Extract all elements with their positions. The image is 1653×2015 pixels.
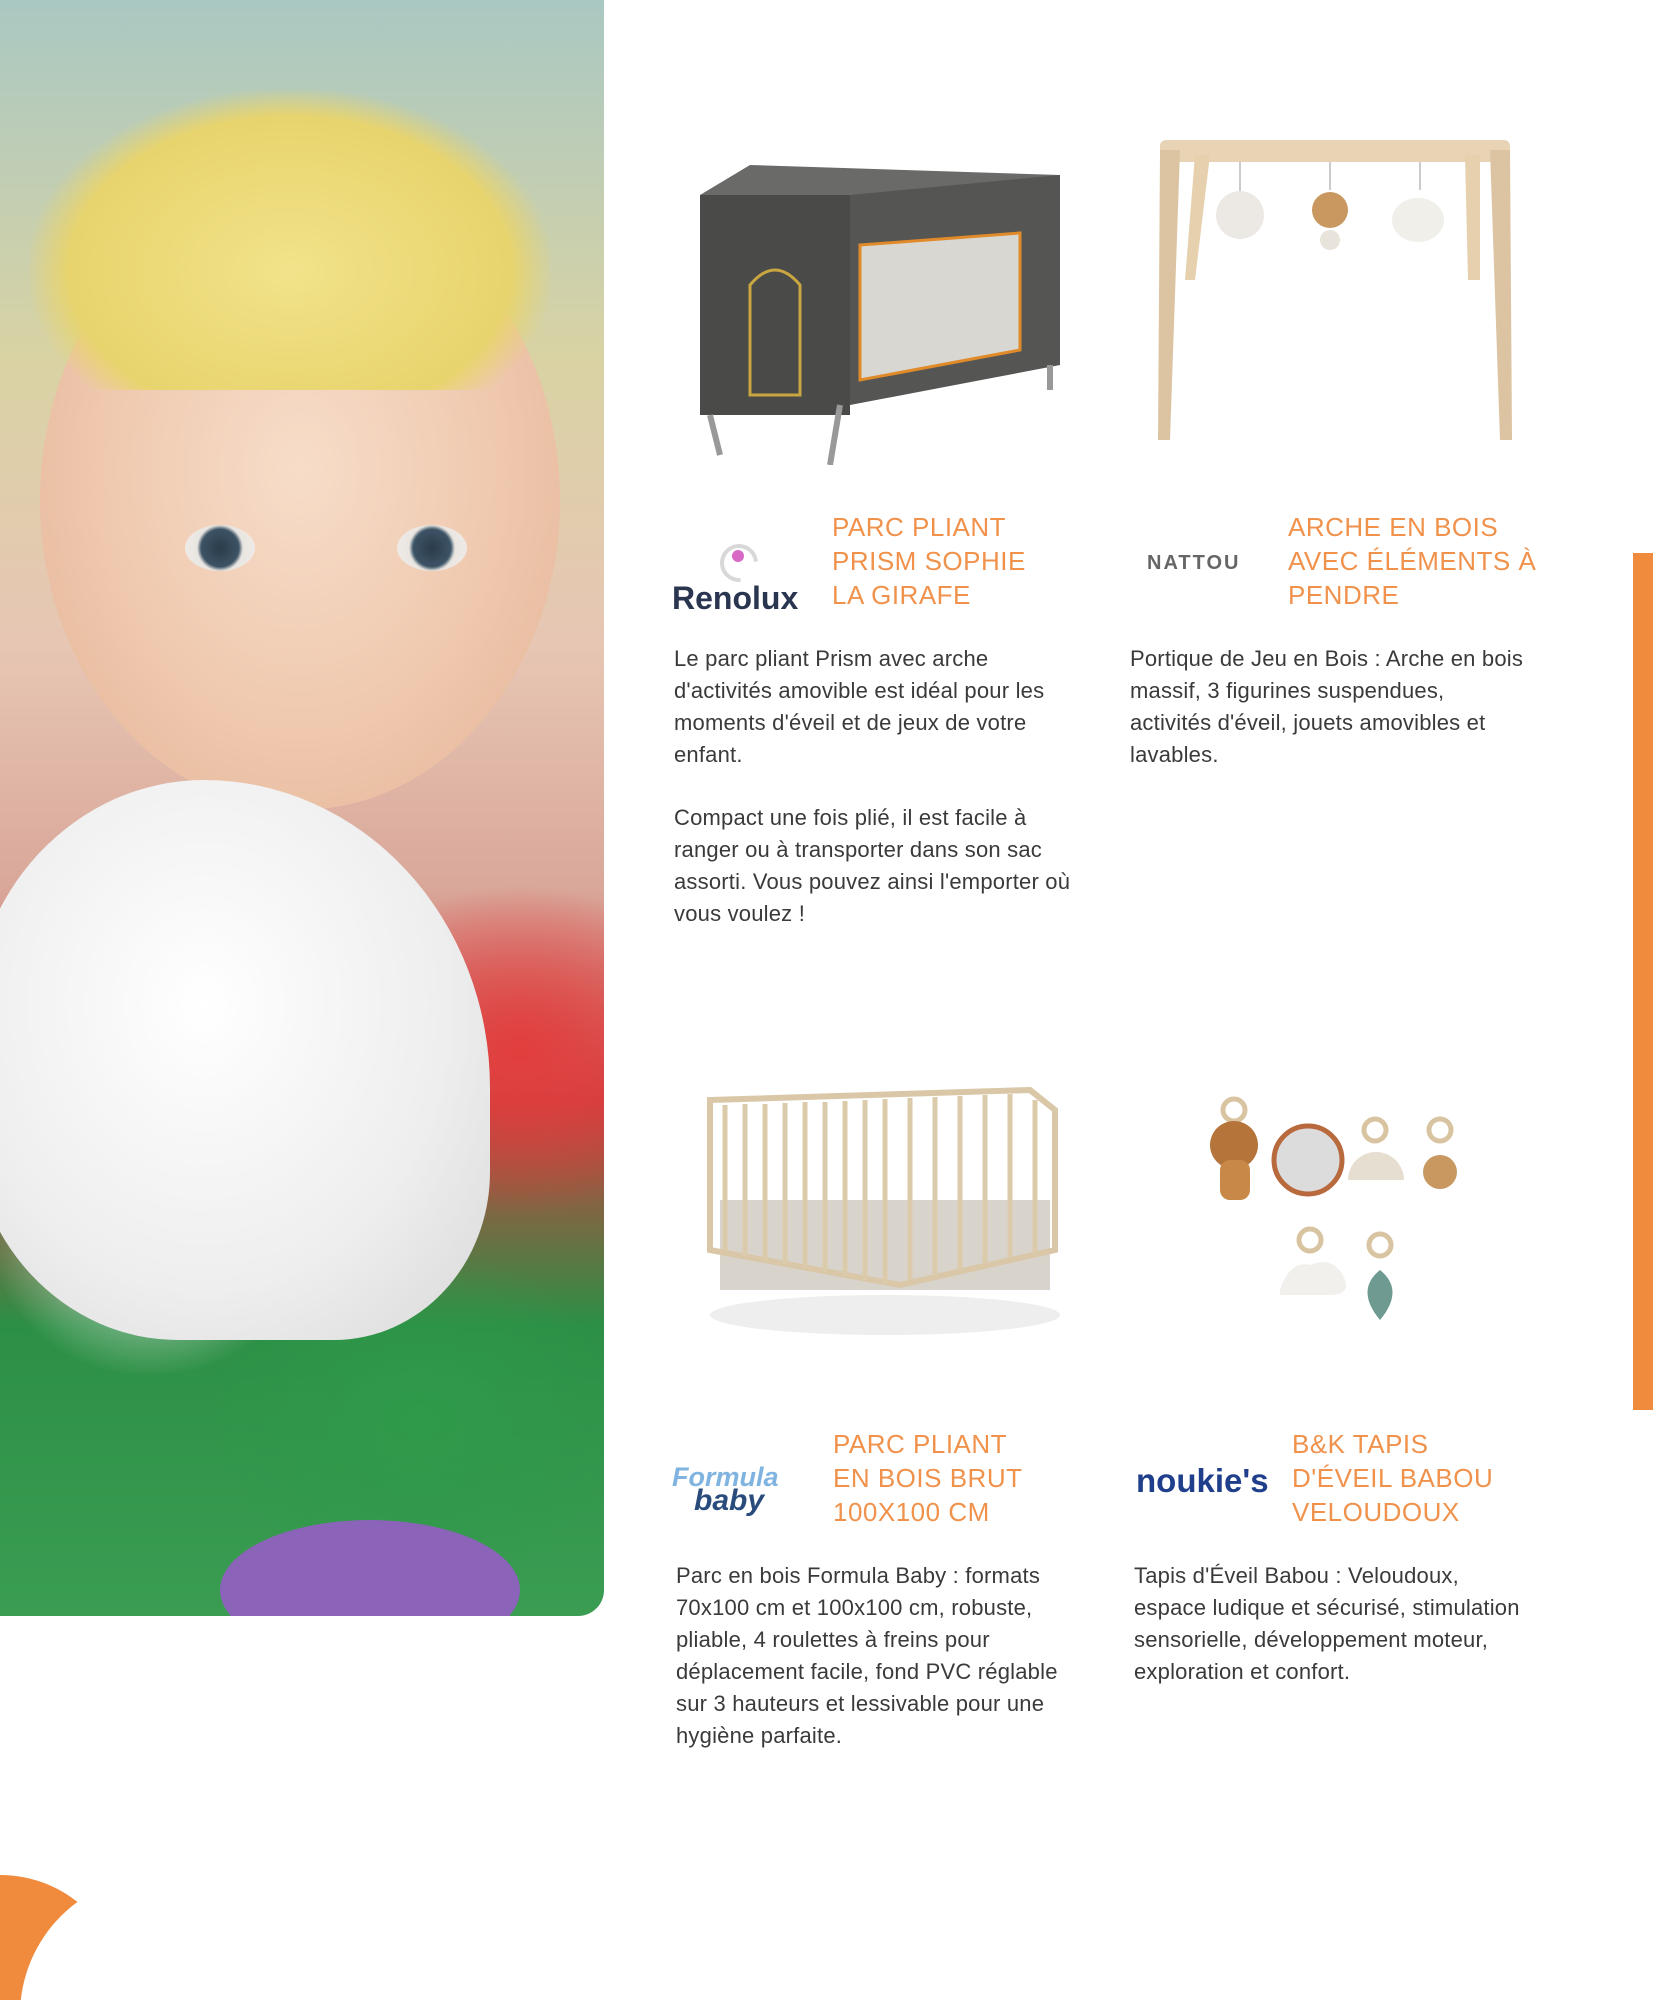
product-title: B&K TAPIS D'ÉVEIL BABOU VELOUDOUX [1292, 1429, 1494, 1527]
baby-eye-right [397, 525, 467, 571]
wooden-arch-image [1150, 130, 1520, 450]
play-mat-purple [220, 1520, 520, 1616]
product-title: PARC PLIANT EN BOIS BRUT 100X100 CM [833, 1429, 1023, 1527]
renolux-logo [672, 540, 812, 620]
description-paragraph: Le parc pliant Prism avec arche d'activités amovible est idéal pour les moments d'éveil et de jeux de votre enfant. [674, 646, 1045, 767]
playpen-prism-image [690, 135, 1070, 465]
page-curve [604, 0, 704, 100]
wooden-playpen-image [700, 1080, 1070, 1350]
formula-baby-logo [672, 1462, 812, 1522]
white-onesie [0, 780, 490, 1340]
hanging-toys-image [1200, 1090, 1470, 1330]
baby-photo [0, 0, 604, 1616]
yellow-headband [30, 90, 550, 390]
product-description [1130, 643, 1530, 771]
description-paragraph: Portique de Jeu en Bois : Arche en bois massif, 3 figurines suspendues, activités d'éveil, jouets amovibles et lavables. [1130, 646, 1524, 767]
product-title: ARCHE EN BOIS AVEC ÉLÉMENTS À PENDRE [1288, 512, 1537, 610]
accent-bar [1633, 553, 1653, 1410]
brand-name: Renolux [672, 580, 799, 616]
description-paragraph: Compact une fois plié, il est facile à ranger ou à transporter dans son sac assorti. Vous pouvez ainsi l'emporter où vous voulez ! [674, 805, 1071, 926]
renolux-dot-icon [732, 550, 744, 562]
description-paragraph: Tapis d'Éveil Babou : Veloudoux, espace ludique et sécurisé, stimulation sensorielle, développement moteur, exploration et confort. [1134, 1563, 1520, 1684]
brand-name: NATTOU [1147, 552, 1241, 574]
product-description [674, 643, 1074, 930]
brand-name: noukie's [1136, 1462, 1269, 1499]
product-description [1134, 1560, 1534, 1688]
brand-name-top: Formula [672, 1462, 779, 1492]
baby-eye-left [185, 525, 255, 571]
description-paragraph: Parc en bois Formula Baby : formats 70x100 cm et 100x100 cm, robuste, pliable, 4 roulettes à freins pour déplacement facile, fond PVC réglable sur 3 hauteurs et lessivable pour une hygiène parfaite. [676, 1563, 1058, 1748]
product-description [676, 1560, 1076, 1752]
brand-name-bottom: baby [694, 1484, 765, 1517]
product-title: PARC PLIANT PRISM SOPHIE LA GIRAFE [832, 512, 1026, 610]
